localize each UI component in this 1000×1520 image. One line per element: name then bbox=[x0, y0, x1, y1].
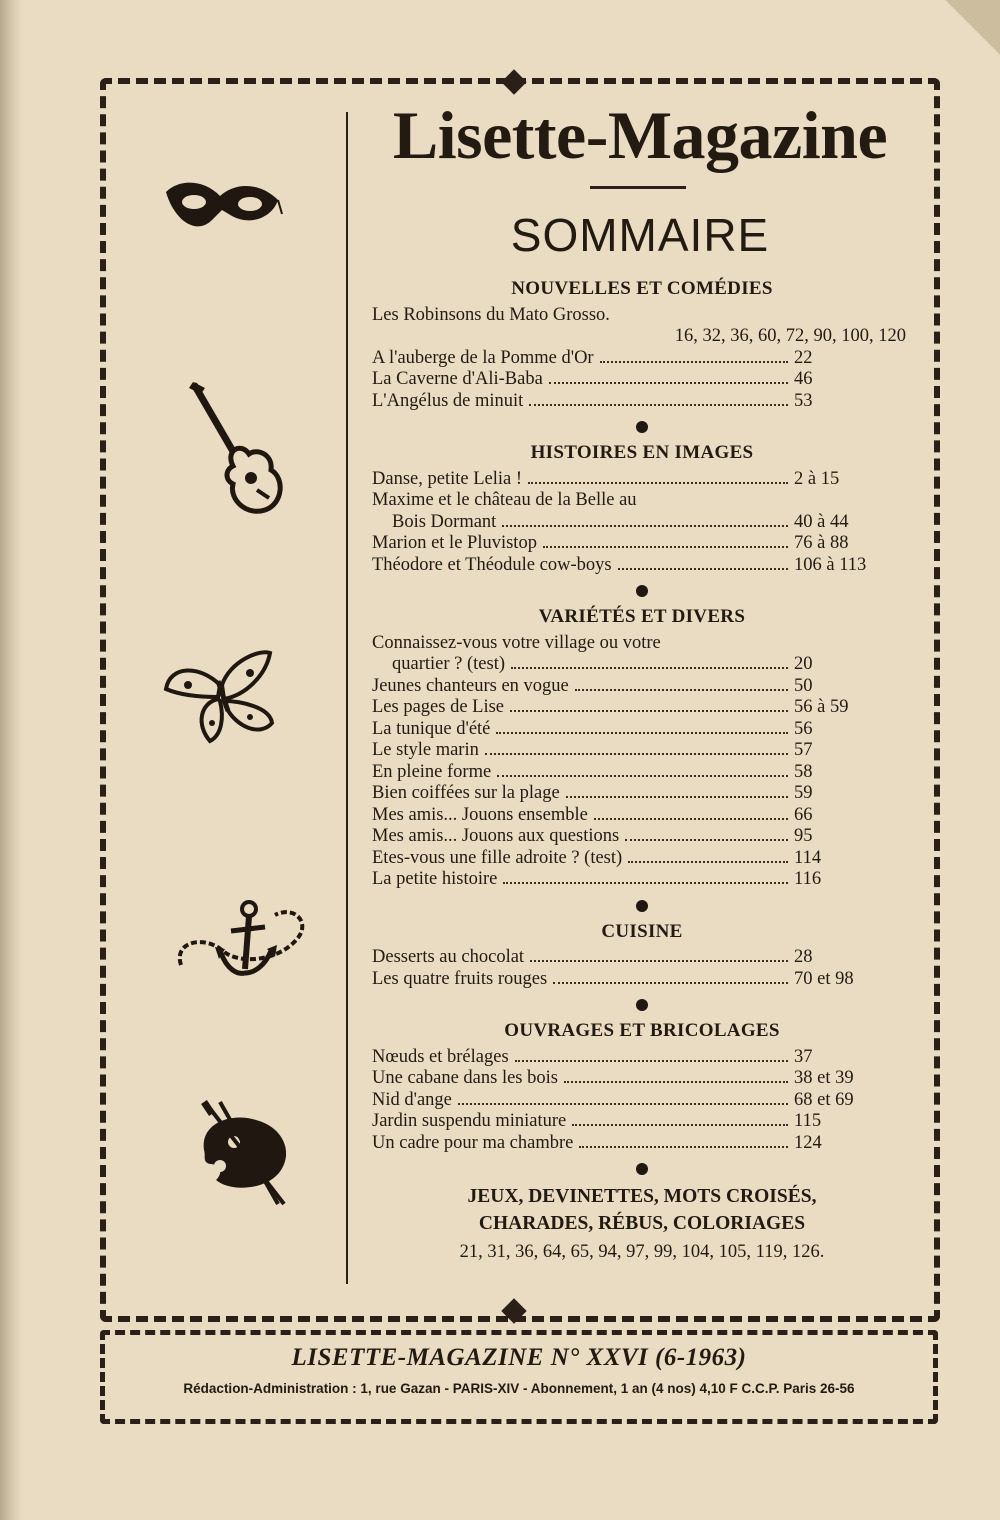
list-item bbox=[372, 391, 912, 413]
item-pages: 95 bbox=[794, 826, 813, 846]
item-title: L'Angélus de minuit bbox=[372, 390, 524, 411]
leader-dots bbox=[511, 667, 788, 669]
list-item bbox=[372, 805, 912, 827]
item-title: Les pages de Lise bbox=[372, 697, 505, 717]
item-pages: 22 bbox=[794, 347, 813, 368]
item-pages: 106 à 113 bbox=[794, 554, 867, 575]
item-pages: 66 bbox=[794, 804, 813, 825]
section-heading: CUISINE bbox=[601, 920, 683, 942]
leader-dots bbox=[553, 982, 788, 984]
list-item bbox=[372, 1111, 912, 1133]
section-heading: JEUX, DEVINETTES, MOTS CROISÉS, bbox=[467, 1186, 817, 1207]
list-item bbox=[372, 740, 912, 762]
section-heading: VARIÉTÉS ET DIVERS bbox=[538, 606, 746, 627]
list-item bbox=[372, 697, 912, 719]
section-bullet bbox=[636, 585, 648, 597]
item-pages: 2 à 15 bbox=[794, 468, 840, 489]
item-title: A l'auberge de la Pomme d'Or bbox=[372, 347, 594, 368]
item-title: quartier ? (test) bbox=[392, 654, 505, 674]
item-title: Etes-vous une fille adroite ? (test) bbox=[372, 847, 623, 868]
leader-dots bbox=[529, 404, 788, 406]
list-item bbox=[372, 869, 912, 891]
leader-dots bbox=[618, 568, 788, 570]
item-pages: 50 bbox=[794, 675, 813, 696]
leader-dots bbox=[594, 818, 788, 820]
section-bullet bbox=[636, 1163, 648, 1175]
list-item bbox=[372, 969, 912, 991]
item-pages: 38 et 39 bbox=[794, 1068, 854, 1088]
item-pages: 115 bbox=[794, 1111, 822, 1131]
list-item bbox=[372, 719, 912, 741]
anchor-icon bbox=[175, 895, 315, 985]
leader-dots bbox=[564, 1081, 788, 1083]
item-pages: 20 bbox=[794, 654, 813, 674]
item-pages: 68 et 69 bbox=[794, 1089, 854, 1110]
title-rule bbox=[590, 186, 686, 189]
section-heading: HISTOIRES EN IMAGES bbox=[530, 442, 754, 463]
section-bullet bbox=[636, 900, 648, 912]
list-item: Les Robinsons du Mato Grosso. bbox=[372, 304, 610, 325]
magazine-title: Lisette-Magazine bbox=[392, 97, 888, 173]
item-title: La Caverne d'Ali-Baba bbox=[372, 369, 543, 389]
item-pages: 46 bbox=[794, 369, 813, 389]
leader-dots bbox=[503, 882, 788, 884]
item-pages: 37 bbox=[794, 1046, 813, 1067]
leader-dots bbox=[510, 710, 788, 712]
item-pages: 53 bbox=[794, 390, 813, 411]
item-title: Mes amis... Jouons ensemble bbox=[372, 804, 588, 825]
leader-dots bbox=[579, 1146, 788, 1148]
section-heading: NOUVELLES ET COMÉDIES bbox=[511, 278, 773, 299]
list-item bbox=[372, 676, 912, 698]
leader-dots bbox=[628, 861, 788, 863]
list-item bbox=[372, 762, 912, 784]
item-title: Marion et le Pluvistop bbox=[372, 533, 537, 553]
leader-dots bbox=[549, 382, 788, 384]
item-pages: 124 bbox=[794, 1132, 822, 1153]
list-item bbox=[372, 826, 912, 848]
section-bullet bbox=[636, 999, 648, 1011]
leader-dots bbox=[497, 775, 788, 777]
item-title: Théodore et Théodule cow-boys bbox=[372, 554, 612, 575]
item-pages: 40 à 44 bbox=[794, 511, 849, 532]
item-title: Jeunes chanteurs en vogue bbox=[372, 675, 569, 696]
item-title: Un cadre pour ma chambre bbox=[372, 1132, 574, 1153]
item-pages: 59 bbox=[794, 783, 813, 803]
leader-dots bbox=[600, 361, 788, 363]
item-title: Nœuds et brélages bbox=[372, 1046, 509, 1067]
list-item bbox=[372, 947, 912, 969]
leader-dots bbox=[502, 525, 788, 527]
list-item bbox=[372, 1068, 912, 1090]
item-title: Les quatre fruits rouges bbox=[372, 968, 548, 989]
list-item: Maxime et le château de la Belle au bbox=[372, 490, 637, 510]
section-heading: CHARADES, RÉBUS, COLORIAGES bbox=[478, 1213, 806, 1234]
leader-dots bbox=[572, 1124, 788, 1126]
list-item bbox=[372, 348, 912, 370]
address-line: Rédaction-Administration : 1, rue Gazan - PARIS-XIV - Abonnement, 1 an (4 nos) 4,10 F C.C.P. Paris 26-56 bbox=[183, 1381, 855, 1396]
leader-dots bbox=[530, 960, 788, 962]
item-pages: 56 à 59 bbox=[794, 697, 849, 717]
leader-dots bbox=[625, 839, 788, 841]
list-item bbox=[372, 1090, 912, 1112]
item-pages: 70 et 98 bbox=[794, 968, 854, 989]
item-title: Bois Dormant bbox=[392, 511, 497, 532]
item-title: La tunique d'été bbox=[372, 718, 491, 739]
butterfly-icon bbox=[160, 645, 280, 755]
list-item bbox=[372, 1133, 912, 1155]
item-title: En pleine forme bbox=[372, 761, 492, 782]
mask-icon bbox=[160, 170, 285, 250]
item-title: La petite histoire bbox=[372, 869, 498, 889]
list-item bbox=[372, 469, 912, 491]
leader-dots bbox=[575, 689, 788, 691]
item-title: Nid d'ange bbox=[372, 1089, 452, 1110]
paper-edge bbox=[0, 0, 22, 1520]
item-title: Desserts au chocolat bbox=[372, 947, 525, 967]
leader-dots bbox=[485, 753, 788, 755]
list-item bbox=[372, 555, 912, 577]
item-pages: 114 bbox=[794, 847, 822, 868]
list-item bbox=[372, 369, 912, 391]
leader-dots bbox=[528, 482, 788, 484]
item-pages: 28 bbox=[794, 947, 813, 967]
palette-icon bbox=[190, 1100, 300, 1210]
leader-dots bbox=[566, 796, 788, 798]
list-item bbox=[372, 783, 912, 805]
page-title: SOMMAIRE bbox=[510, 209, 770, 261]
item-title: Une cabane dans les bois bbox=[372, 1068, 558, 1088]
item-title: Bien coiffées sur la plage bbox=[372, 783, 560, 803]
column-divider bbox=[346, 112, 348, 1284]
leader-dots bbox=[515, 1060, 788, 1062]
item-pages: 58 bbox=[794, 761, 813, 782]
list-item bbox=[372, 848, 912, 870]
list-item-pages: 21, 31, 36, 64, 65, 94, 97, 99, 104, 105, 119, 126. bbox=[459, 1242, 825, 1262]
item-title: Danse, petite Lelia ! bbox=[372, 468, 522, 489]
leader-dots bbox=[458, 1103, 788, 1105]
item-title: Mes amis... Jouons aux questions bbox=[372, 826, 620, 846]
guitar-icon bbox=[185, 380, 295, 520]
table-of-contents bbox=[372, 278, 912, 1264]
torn-corner bbox=[940, 0, 1000, 60]
item-pages: 57 bbox=[794, 740, 813, 760]
item-pages: 116 bbox=[794, 869, 822, 889]
item-pages: 76 à 88 bbox=[794, 533, 849, 553]
list-item bbox=[372, 654, 912, 676]
section-bullet bbox=[636, 421, 648, 433]
issue-line: LISETTE-MAGAZINE N° XXVI (6-1963) bbox=[291, 1344, 747, 1371]
list-item: Connaissez-vous votre village ou votre bbox=[372, 632, 661, 653]
list-item-pages: 16, 32, 36, 60, 72, 90, 100, 120 bbox=[674, 326, 906, 346]
item-pages: 56 bbox=[794, 718, 813, 739]
item-title: Le style marin bbox=[372, 740, 479, 760]
leader-dots bbox=[496, 732, 788, 734]
list-item bbox=[372, 533, 912, 555]
list-item bbox=[372, 1047, 912, 1069]
leader-dots bbox=[543, 546, 788, 548]
section-heading: OUVRAGES ET BRICOLAGES bbox=[504, 1020, 780, 1041]
list-item bbox=[372, 512, 912, 534]
item-title: Jardin suspendu miniature bbox=[372, 1111, 567, 1131]
